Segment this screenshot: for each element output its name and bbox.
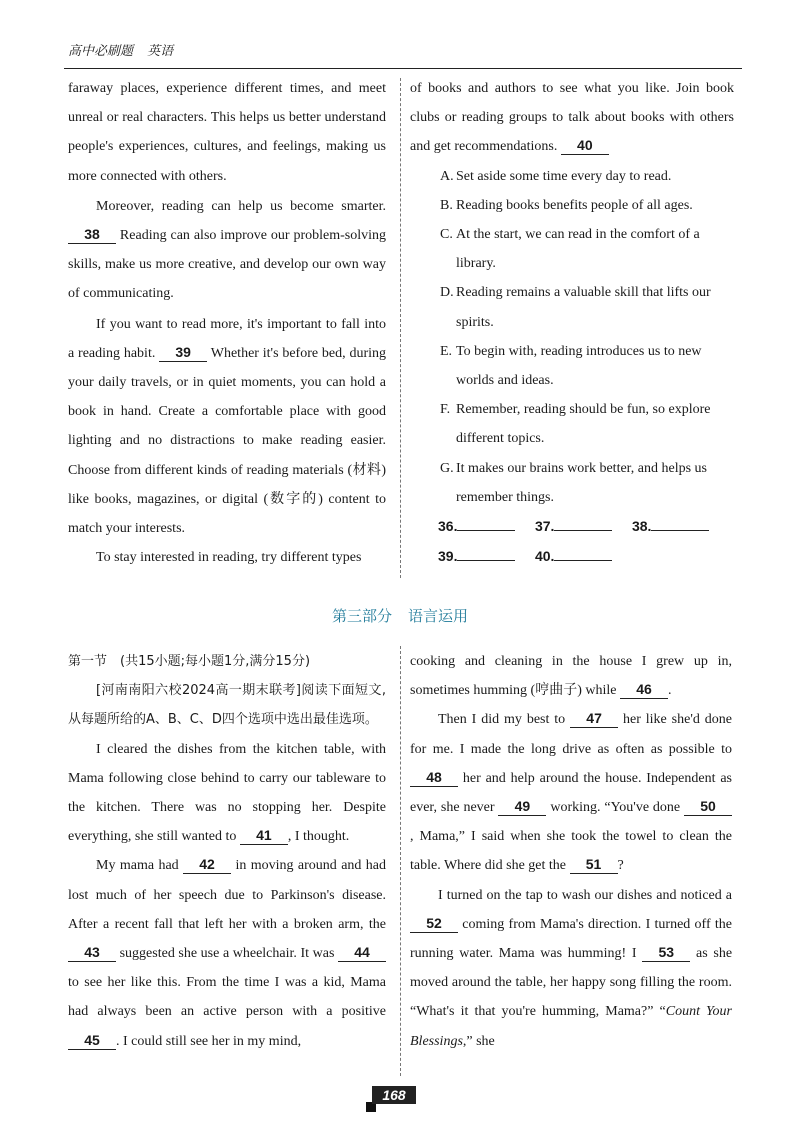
reading-paragraph-5: of books and authors to see what you like. Join book clubs or reading groups to talk about books with others and get recommendations. 40 bbox=[410, 81, 734, 155]
option-b: B. Reading books benefits people of all ages. bbox=[440, 197, 693, 213]
option-e: E. To begin with, reading introduces us to new worlds and ideas. bbox=[440, 343, 702, 389]
option-a: A. Set aside some time every day to read. bbox=[440, 168, 672, 184]
answer-row-2 bbox=[438, 542, 734, 572]
answer-row-1 bbox=[438, 512, 734, 542]
cloze-paragraph-3: cooking and cleaning in the house I grew up in, sometimes humming (哼曲子) while 46 . bbox=[410, 654, 732, 699]
option-d: D. Reading remains a valuable skill that lifts our spirits. bbox=[440, 285, 711, 330]
blank-43: 43 bbox=[68, 943, 116, 962]
cloze-paragraph-5: I turned on the tap to wash our dishes and noticed a 52 coming from Mama's direction. I turned off the running water. Mama was humming! I 53 as she moved around the table, her happy song filling the room. “What's it that you're humming, Mama?” “Count Your Blessings,” she bbox=[410, 887, 733, 1049]
section-name: 语言运用 bbox=[408, 607, 469, 625]
reading-left-column bbox=[68, 74, 386, 572]
cloze-paragraph-1: I cleared the dishes from the kitchen table, with Mama following close behind to carry our tableware to the kitchen. There was no stopping her. Despite everything, she still wanted to 41 , I thought. bbox=[68, 741, 386, 845]
section-title bbox=[0, 605, 800, 626]
blank-39: 39 bbox=[159, 343, 207, 362]
answer-label-40: 40. bbox=[534, 548, 555, 565]
answer-label-37: 37. bbox=[534, 518, 555, 535]
cloze-heading: 第一节 (共15小题;每小题1分,满分15分) bbox=[68, 654, 311, 669]
reading-right-column bbox=[410, 74, 734, 572]
cloze-paragraph-4: Then I did my best to 47 her like she'd done for me. I made the long drive as often as possible to 48 her and help around the house. Independent as ever, she never 49 working. “You've done 50, Mama,” I said when she took the towel to clean the table. Where did she get the 51 ? bbox=[410, 710, 732, 874]
cloze-left-column bbox=[68, 647, 386, 1056]
cloze-instruction: [河南南阳六校2024高一期末联考]阅读下面短文,从每题所给的A、B、C、D四个选项中选出最佳选项。 bbox=[68, 683, 386, 728]
blank-46: 46 bbox=[620, 680, 668, 699]
book-title: 高中必刷题 bbox=[68, 44, 134, 59]
blank-51: 51 bbox=[570, 855, 618, 874]
blank-49: 49 bbox=[498, 797, 546, 816]
option-g: G. It makes our brains work better, and helps us remember things. bbox=[440, 460, 707, 505]
answer-label-38: 38. bbox=[631, 518, 652, 535]
column-divider-top bbox=[400, 78, 401, 578]
answer-blank-38[interactable] bbox=[651, 516, 709, 531]
blank-47: 47 bbox=[570, 709, 618, 728]
blank-42: 42 bbox=[183, 855, 231, 874]
column-divider-bottom bbox=[400, 646, 401, 1076]
reading-paragraph-1: faraway places, experience different times, and meet unreal or real characters. This helps us better understand people's experiences, cultures, and feelings, making us more connected with others. bbox=[68, 81, 386, 184]
blank-48: 48 bbox=[410, 768, 458, 787]
blank-44: 44 bbox=[338, 943, 386, 962]
reading-paragraph-4: To stay interested in reading, try different types bbox=[96, 550, 362, 566]
answer-blank-37[interactable] bbox=[554, 516, 612, 531]
blank-53: 53 bbox=[642, 943, 690, 962]
options-list bbox=[410, 162, 734, 512]
cloze-paragraph-2: My mama had 42 in moving around and had lost much of her speech due to Parkinson's disease. After a recent fall that left her with a broken arm, the 43 suggested she use a wheelchair. It was 44 to see her like this. From the time I was a kid, Mama had always been an active person with a positive 45 . I could still see her in my mind, bbox=[68, 856, 387, 1049]
option-c: C. At the start, we can read in the comfort of a library. bbox=[440, 227, 700, 272]
cloze-right-column bbox=[410, 647, 732, 1056]
blank-41: 41 bbox=[240, 826, 288, 845]
reading-paragraph-3: If you want to read more, it's important to fall into a reading habit. 39 Whether it's before bed, during your daily travels, or in quiet moments, you can hold a book in hand. Create a comfortable place with good lighting and no distractions to make reading easier. Choose from different kinds of reading materials (材料) like books, magazines, or digital (数字的) content to match your interests. bbox=[68, 316, 387, 537]
answer-blank-36[interactable] bbox=[457, 516, 515, 531]
blank-38: 38 bbox=[68, 225, 116, 244]
answer-label-36: 36. bbox=[438, 518, 458, 535]
blank-52: 52 bbox=[410, 914, 458, 933]
page-header bbox=[64, 40, 742, 69]
blank-50: 50 bbox=[684, 797, 732, 816]
blank-45: 45 bbox=[68, 1031, 116, 1050]
section-part: 第三部分 bbox=[331, 607, 392, 625]
option-f: F. Remember, reading should be fun, so explore different topics. bbox=[440, 402, 711, 447]
answer-blank-40[interactable] bbox=[554, 546, 612, 561]
subject-label: 英语 bbox=[147, 44, 174, 59]
song-title: Count Your Blessings bbox=[410, 1004, 732, 1049]
page-number: 168 bbox=[372, 1086, 416, 1104]
answer-blank-39[interactable] bbox=[457, 546, 515, 561]
reading-paragraph-2: Moreover, reading can help us become smarter. 38 Reading can also improve our problem-solving skills, make us more creative, and develop our own way of communicating. bbox=[68, 198, 387, 302]
blank-40: 40 bbox=[561, 136, 609, 155]
answer-label-39: 39. bbox=[438, 548, 458, 565]
answer-lines bbox=[410, 512, 734, 572]
